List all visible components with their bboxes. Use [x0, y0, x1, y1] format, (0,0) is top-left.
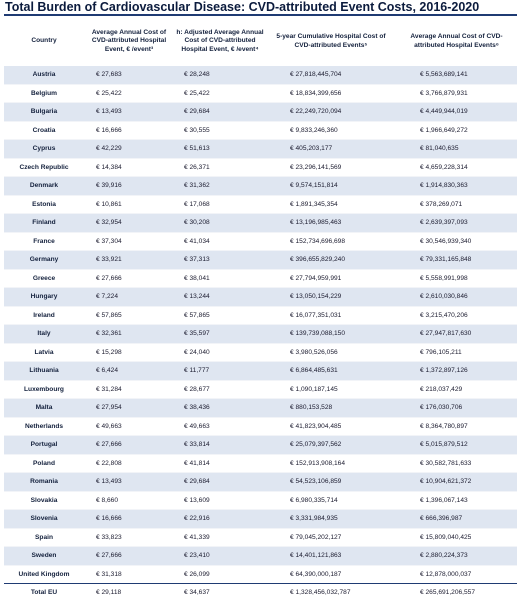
- 5yr-cumulative-cell: € 405,203,177: [266, 140, 396, 159]
- avg-cost-event-cell: € 25,422: [84, 84, 174, 103]
- header-country: Country: [31, 37, 57, 45]
- adjusted-cost-event-cell: € 25,422: [174, 84, 266, 103]
- cost-table: [4, 17, 517, 602]
- country-cell: Denmark: [4, 177, 84, 196]
- adjusted-cost-event-cell: € 38,436: [174, 399, 266, 418]
- avg-annual-cost-cell: € 81,040,635: [396, 140, 517, 159]
- table-row: [4, 343, 517, 362]
- avg-annual-cost-cell: € 2,610,030,846: [396, 288, 517, 307]
- avg-annual-cost-cell: € 1,914,830,363: [396, 177, 517, 196]
- 5yr-cumulative-cell: € 3,980,526,056: [266, 343, 396, 362]
- table-row: [4, 454, 517, 473]
- avg-cost-event-cell: € 13,493: [84, 473, 174, 492]
- avg-annual-cost-cell: € 666,396,987: [396, 510, 517, 529]
- avg-annual-cost-cell: € 1,396,067,143: [396, 491, 517, 510]
- avg-cost-event-cell: € 32,361: [84, 325, 174, 344]
- 5yr-cumulative-cell: € 880,153,528: [266, 399, 396, 418]
- avg-annual-cost-cell: € 378,269,071: [396, 195, 517, 214]
- country-cell: France: [4, 232, 84, 251]
- table-footer: [4, 584, 517, 602]
- adjusted-cost-event-cell: € 28,677: [174, 380, 266, 399]
- header-row: [4, 17, 517, 66]
- avg-cost-event-cell: € 22,808: [84, 454, 174, 473]
- country-cell: Austria: [4, 66, 84, 84]
- table-row: [4, 399, 517, 418]
- avg-annual-cost-cell: € 3,766,879,931: [396, 84, 517, 103]
- table-row: [4, 380, 517, 399]
- 5yr-cumulative-cell: € 9,833,246,360: [266, 121, 396, 140]
- avg-annual-cost-cell: € 1,372,897,126: [396, 362, 517, 381]
- 5yr-cumulative-cell: € 1,090,187,145: [266, 380, 396, 399]
- total-5yr-cumulative: € 1,328,456,032,787: [266, 584, 396, 602]
- table-row: [4, 417, 517, 436]
- 5yr-cumulative-cell: € 22,249,720,094: [266, 103, 396, 122]
- table-row: [4, 528, 517, 547]
- page-title: Total Burden of Cardiovascular Disease: CVD-attributed Event Costs, 2016-2020: [4, 0, 517, 16]
- adjusted-cost-event-cell: € 51,613: [174, 140, 266, 159]
- 5yr-cumulative-cell: € 152,913,908,164: [266, 454, 396, 473]
- table-row: [4, 306, 517, 325]
- avg-annual-cost-cell: € 1,966,649,272: [396, 121, 517, 140]
- 5yr-cumulative-cell: € 6,980,335,714: [266, 491, 396, 510]
- country-cell: Luxembourg: [4, 380, 84, 399]
- adjusted-cost-event-cell: € 41,034: [174, 232, 266, 251]
- total-row: [4, 584, 517, 602]
- country-cell: Lithuania: [4, 362, 84, 381]
- avg-annual-cost-cell: € 218,037,429: [396, 380, 517, 399]
- 5yr-cumulative-cell: € 13,196,985,463: [266, 214, 396, 233]
- adjusted-cost-event-cell: € 28,248: [174, 66, 266, 84]
- avg-annual-cost-cell: € 30,546,939,340: [396, 232, 517, 251]
- 5yr-cumulative-cell: € 14,401,121,863: [266, 547, 396, 566]
- adjusted-cost-event-cell: € 29,684: [174, 103, 266, 122]
- avg-cost-event-cell: € 27,954: [84, 399, 174, 418]
- table-row: [4, 362, 517, 381]
- adjusted-cost-event-cell: € 13,609: [174, 491, 266, 510]
- adjusted-cost-event-cell: € 37,313: [174, 251, 266, 270]
- adjusted-cost-event-cell: € 26,371: [174, 158, 266, 177]
- total-avg-annual-cost: € 265,691,206,557: [396, 584, 517, 602]
- country-cell: Latvia: [4, 343, 84, 362]
- adjusted-cost-event-cell: € 29,684: [174, 473, 266, 492]
- 5yr-cumulative-cell: € 64,390,000,187: [266, 565, 396, 584]
- avg-cost-event-cell: € 27,666: [84, 547, 174, 566]
- 5yr-cumulative-cell: € 25,079,397,562: [266, 436, 396, 455]
- avg-annual-cost-cell: € 5,015,879,512: [396, 436, 517, 455]
- adjusted-cost-event-cell: € 30,208: [174, 214, 266, 233]
- adjusted-cost-event-cell: € 11,777: [174, 362, 266, 381]
- adjusted-cost-event-cell: € 41,814: [174, 454, 266, 473]
- header-avg-cost-event: Average Annual Cost of CVD-attributed Hospital Event, € /event³: [91, 28, 167, 53]
- 5yr-cumulative-cell: € 139,739,088,150: [266, 325, 396, 344]
- adjusted-cost-event-cell: € 35,597: [174, 325, 266, 344]
- country-cell: Cyprus: [4, 140, 84, 159]
- avg-cost-event-cell: € 31,284: [84, 380, 174, 399]
- country-cell: Greece: [4, 269, 84, 288]
- 5yr-cumulative-cell: € 16,077,351,031: [266, 306, 396, 325]
- 5yr-cumulative-cell: € 9,574,151,814: [266, 177, 396, 196]
- country-cell: Italy: [4, 325, 84, 344]
- 5yr-cumulative-cell: € 23,296,141,569: [266, 158, 396, 177]
- avg-cost-event-cell: € 32,954: [84, 214, 174, 233]
- country-cell: Czech Republic: [4, 158, 84, 177]
- avg-annual-cost-cell: € 3,215,470,206: [396, 306, 517, 325]
- avg-cost-event-cell: € 15,298: [84, 343, 174, 362]
- country-cell: United Kingdom: [4, 565, 84, 584]
- adjusted-cost-event-cell: € 38,041: [174, 269, 266, 288]
- table-body: [4, 66, 517, 584]
- avg-cost-event-cell: € 6,424: [84, 362, 174, 381]
- 5yr-cumulative-cell: € 6,864,485,631: [266, 362, 396, 381]
- adjusted-cost-event-cell: € 22,916: [174, 510, 266, 529]
- country-cell: Finland: [4, 214, 84, 233]
- avg-cost-event-cell: € 10,861: [84, 195, 174, 214]
- table-row: [4, 103, 517, 122]
- 5yr-cumulative-cell: € 27,818,445,704: [266, 66, 396, 84]
- avg-cost-event-cell: € 14,384: [84, 158, 174, 177]
- avg-annual-cost-cell: € 176,030,706: [396, 399, 517, 418]
- country-cell: Germany: [4, 251, 84, 270]
- table-row: [4, 269, 517, 288]
- avg-annual-cost-cell: € 27,947,817,630: [396, 325, 517, 344]
- header-5yr-cumulative: 5-year Cumulative Hospital Cost of CVD-attributed Events⁵: [276, 33, 386, 49]
- country-cell: Poland: [4, 454, 84, 473]
- 5yr-cumulative-cell: € 27,794,959,991: [266, 269, 396, 288]
- 5yr-cumulative-cell: € 54,523,106,859: [266, 473, 396, 492]
- adjusted-cost-event-cell: € 17,068: [174, 195, 266, 214]
- table-row: [4, 177, 517, 196]
- avg-cost-event-cell: € 39,916: [84, 177, 174, 196]
- adjusted-cost-event-cell: € 31,362: [174, 177, 266, 196]
- avg-annual-cost-cell: € 79,331,165,848: [396, 251, 517, 270]
- table-row: [4, 140, 517, 159]
- avg-annual-cost-cell: € 5,563,689,141: [396, 66, 517, 84]
- avg-cost-event-cell: € 49,663: [84, 417, 174, 436]
- country-cell: Belgium: [4, 84, 84, 103]
- 5yr-cumulative-cell: € 41,823,904,485: [266, 417, 396, 436]
- adjusted-cost-event-cell: € 33,814: [174, 436, 266, 455]
- avg-cost-event-cell: € 37,304: [84, 232, 174, 251]
- total-adjusted-cost-event: € 34,637: [174, 584, 266, 602]
- table-header: [4, 17, 517, 66]
- avg-cost-event-cell: € 8,660: [84, 491, 174, 510]
- table-row: [4, 510, 517, 529]
- table-row: [4, 214, 517, 233]
- country-cell: Bulgaria: [4, 103, 84, 122]
- table-row: [4, 66, 517, 84]
- avg-cost-event-cell: € 42,229: [84, 140, 174, 159]
- adjusted-cost-event-cell: € 41,339: [174, 528, 266, 547]
- country-cell: Slovakia: [4, 491, 84, 510]
- country-cell: Hungary: [4, 288, 84, 307]
- table-row: [4, 288, 517, 307]
- avg-cost-event-cell: € 7,224: [84, 288, 174, 307]
- avg-annual-cost-cell: € 4,659,228,314: [396, 158, 517, 177]
- avg-cost-event-cell: € 27,666: [84, 269, 174, 288]
- table-row: [4, 491, 517, 510]
- avg-annual-cost-cell: € 2,880,224,373: [396, 547, 517, 566]
- 5yr-cumulative-cell: € 18,834,399,656: [266, 84, 396, 103]
- avg-annual-cost-cell: € 12,878,000,037: [396, 565, 517, 584]
- country-cell: Ireland: [4, 306, 84, 325]
- total-label: Total EU: [4, 584, 84, 602]
- 5yr-cumulative-cell: € 79,045,202,127: [266, 528, 396, 547]
- avg-cost-event-cell: € 33,921: [84, 251, 174, 270]
- country-cell: Netherlands: [4, 417, 84, 436]
- table-row: [4, 547, 517, 566]
- country-cell: Sweden: [4, 547, 84, 566]
- avg-annual-cost-cell: € 10,904,621,372: [396, 473, 517, 492]
- table-row: [4, 232, 517, 251]
- adjusted-cost-event-cell: € 26,099: [174, 565, 266, 584]
- document-page: [4, 0, 517, 602]
- table-row: [4, 473, 517, 492]
- avg-annual-cost-cell: € 8,364,780,897: [396, 417, 517, 436]
- table-row: [4, 158, 517, 177]
- country-cell: Slovenia: [4, 510, 84, 529]
- header-adjusted-cost-event: h: Adjusted Average Annual Cost of CVD-attributed Hospital Event, € /event⁴: [176, 28, 264, 53]
- avg-cost-event-cell: € 27,666: [84, 436, 174, 455]
- avg-cost-event-cell: € 27,683: [84, 66, 174, 84]
- avg-cost-event-cell: € 16,666: [84, 510, 174, 529]
- country-cell: Romania: [4, 473, 84, 492]
- adjusted-cost-event-cell: € 30,555: [174, 121, 266, 140]
- avg-cost-event-cell: € 33,823: [84, 528, 174, 547]
- avg-annual-cost-cell: € 4,449,944,019: [396, 103, 517, 122]
- country-cell: Estonia: [4, 195, 84, 214]
- 5yr-cumulative-cell: € 13,050,154,229: [266, 288, 396, 307]
- table-row: [4, 325, 517, 344]
- table-row: [4, 565, 517, 584]
- avg-cost-event-cell: € 31,318: [84, 565, 174, 584]
- country-cell: Spain: [4, 528, 84, 547]
- avg-annual-cost-cell: € 796,105,211: [396, 343, 517, 362]
- avg-cost-event-cell: € 16,666: [84, 121, 174, 140]
- table-row: [4, 436, 517, 455]
- table-row: [4, 84, 517, 103]
- country-cell: Portugal: [4, 436, 84, 455]
- 5yr-cumulative-cell: € 152,734,696,698: [266, 232, 396, 251]
- 5yr-cumulative-cell: € 3,331,984,935: [266, 510, 396, 529]
- avg-annual-cost-cell: € 15,809,040,425: [396, 528, 517, 547]
- avg-annual-cost-cell: € 30,582,781,633: [396, 454, 517, 473]
- adjusted-cost-event-cell: € 57,865: [174, 306, 266, 325]
- 5yr-cumulative-cell: € 396,655,829,240: [266, 251, 396, 270]
- table-row: [4, 121, 517, 140]
- 5yr-cumulative-cell: € 1,891,345,354: [266, 195, 396, 214]
- adjusted-cost-event-cell: € 13,244: [174, 288, 266, 307]
- avg-annual-cost-cell: € 5,558,991,998: [396, 269, 517, 288]
- table-row: [4, 195, 517, 214]
- adjusted-cost-event-cell: € 23,410: [174, 547, 266, 566]
- avg-annual-cost-cell: € 2,639,397,093: [396, 214, 517, 233]
- country-cell: Croatia: [4, 121, 84, 140]
- header-avg-annual-cost: Average Annual Cost of CVD-attributed Hospital Events⁶: [410, 33, 503, 49]
- adjusted-cost-event-cell: € 24,040: [174, 343, 266, 362]
- table-row: [4, 251, 517, 270]
- country-cell: Malta: [4, 399, 84, 418]
- total-avg-cost-event: € 29,118: [84, 584, 174, 602]
- adjusted-cost-event-cell: € 49,663: [174, 417, 266, 436]
- avg-cost-event-cell: € 57,865: [84, 306, 174, 325]
- avg-cost-event-cell: € 13,493: [84, 103, 174, 122]
